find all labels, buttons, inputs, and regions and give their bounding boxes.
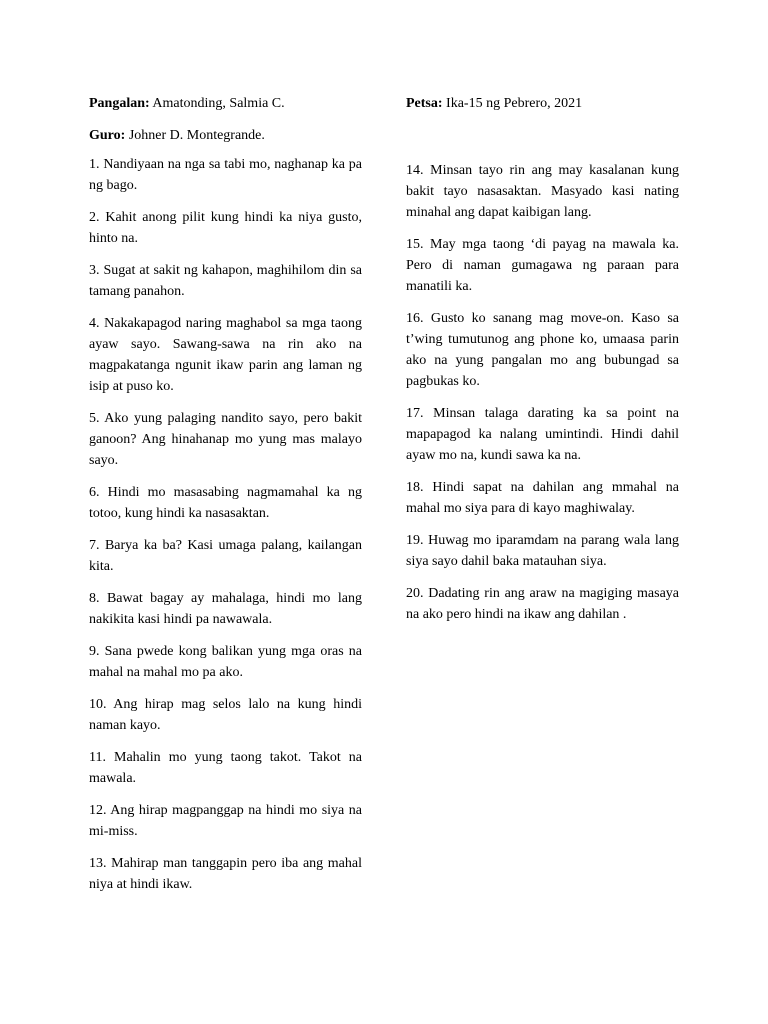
list-item: 15. May mga taong ‘di payag na mawala ka. Pero di naman gumagawa ng paraan para manatili ka. — [406, 237, 679, 294]
teacher-value: Johner D. Montegrande. — [128, 128, 265, 143]
right-column — [406, 160, 679, 636]
list-item: 19. Huwag mo iparamdam na parang wala lang siya sayo dahil baka matauhan siya. — [406, 533, 679, 569]
name-value: Amatonding, Salmia C. — [152, 96, 285, 111]
list-item: 11. Mahalin mo yung taong takot. Takot na mawala. — [89, 750, 362, 786]
list-item: 17. Minsan talaga darating ka sa point na mapapagod ka nalang umintindi. Hindi dahil ayaw mo na, kundi sawa ka na. — [406, 406, 679, 463]
list-item: 16. Gusto ko sanang mag move-on. Kaso sa t’wing tumutunog ang phone ko, umaasa parin ako na yung pangalan mo ang bubungad sa pagbukas ko. — [406, 311, 679, 389]
list-item: 5. Ako yung palaging nandito sayo, pero bakit ganoon? Ang hinahanap mo yung mas malayo sayo. — [89, 411, 362, 468]
list-item: 18. Hindi sapat na dahilan ang mmahal na mahal mo siya para di kayo maghiwalay. — [406, 480, 679, 516]
date-label: Petsa: — [406, 96, 443, 111]
teacher-line — [89, 125, 265, 146]
name-label: Pangalan: — [89, 96, 150, 111]
list-item: 7. Barya ka ba? Kasi umaga palang, kailangan kita. — [89, 538, 362, 574]
list-item: 10. Ang hirap mag selos lalo na kung hindi naman kayo. — [89, 697, 362, 733]
list-item: 2. Kahit anong pilit kung hindi ka niya gusto, hinto na. — [89, 210, 362, 246]
list-item: 9. Sana pwede kong balikan yung mga oras na mahal na mahal mo pa ako. — [89, 644, 362, 680]
list-item: 8. Bawat bagay ay mahalaga, hindi mo lang nakikita kasi hindi pa nawawala. — [89, 591, 362, 627]
teacher-label: Guro: — [89, 128, 126, 143]
list-item: 1. Nandiyaan na nga sa tabi mo, naghanap ka pa ng bago. — [89, 157, 362, 193]
list-item: 12. Ang hirap magpanggap na hindi mo siya na mi-miss. — [89, 803, 362, 839]
list-item: 14. Minsan tayo rin ang may kasalanan kung bakit tayo nasasaktan. Masyado kasi nating minahal ang dapat kaibigan lang. — [406, 163, 679, 220]
list-item: 3. Sugat at sakit ng kahapon, maghihilom din sa tamang panahon. — [89, 263, 362, 299]
date-value: Ika-15 ng Pebrero, 2021 — [446, 96, 583, 111]
left-column — [89, 154, 362, 906]
date-line — [406, 93, 582, 114]
list-item: 6. Hindi mo masasabing nagmamahal ka ng totoo, kung hindi ka nasasaktan. — [89, 485, 362, 521]
name-line — [89, 93, 285, 114]
list-item: 13. Mahirap man tanggapin pero iba ang mahal niya at hindi ikaw. — [89, 856, 362, 892]
list-item: 4. Nakakapagod naring maghabol sa mga taong ayaw sayo. Sawang-sawa na rin ako na magpakatanga ngunit ikaw parin ang laman ng isip at puso ko. — [89, 316, 362, 394]
list-item: 20. Dadating rin ang araw na magiging masaya na ako pero hindi na ikaw ang dahilan . — [406, 586, 679, 622]
